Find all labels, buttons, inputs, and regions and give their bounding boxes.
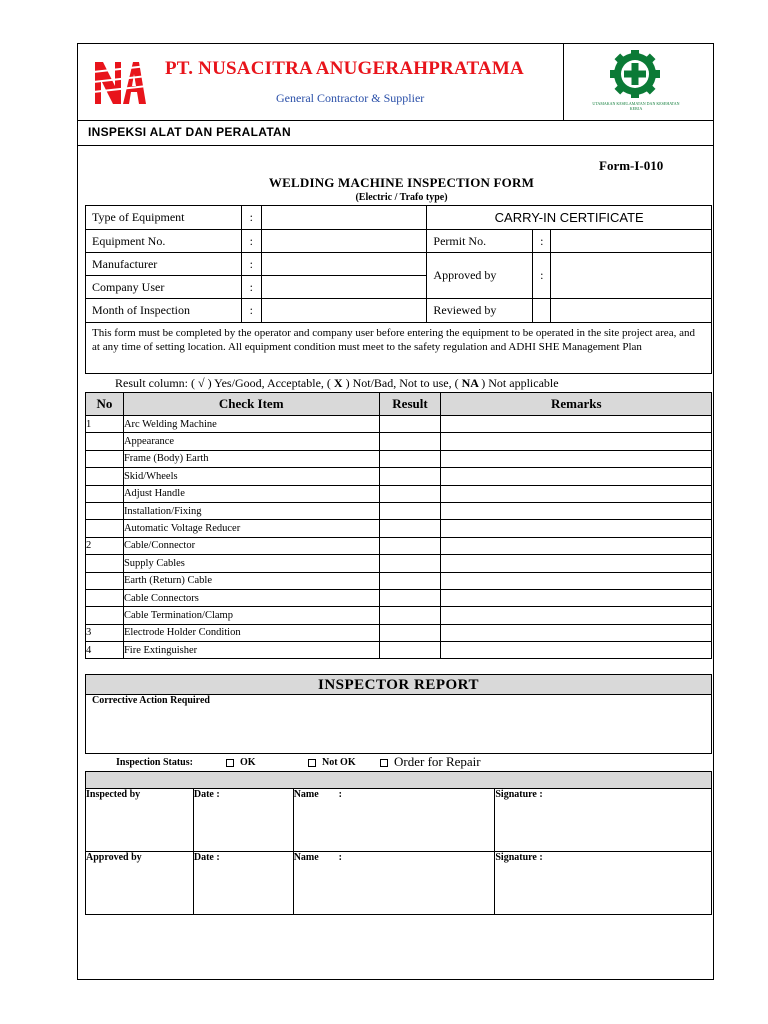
row-no (86, 589, 124, 606)
row-result-cell[interactable] (379, 572, 441, 589)
legend-prefix: Result column: ( (115, 376, 195, 390)
row-result-cell[interactable] (379, 537, 441, 554)
table-row (86, 468, 712, 485)
table-row (86, 624, 712, 641)
colon: : (241, 276, 261, 299)
row-remarks-cell[interactable] (441, 555, 712, 572)
row-check-item: Installation/Fixing (123, 502, 379, 519)
table-row (86, 502, 712, 519)
corrective-action-label: Corrective Action Required (92, 695, 210, 706)
row-result-cell[interactable] (379, 555, 441, 572)
form-subtitle: (Electric / Trafo type) (355, 192, 448, 203)
header-divider (563, 43, 564, 121)
colon: : (241, 230, 261, 253)
colon: : (533, 253, 551, 299)
approved-name-field[interactable]: Name : (293, 852, 495, 915)
colon: : (241, 299, 261, 323)
colon: : (533, 230, 551, 253)
row-result-cell[interactable] (379, 642, 441, 659)
row-no (86, 433, 124, 450)
row-result-cell[interactable] (379, 607, 441, 624)
approved-date-field[interactable]: Date : (193, 852, 293, 915)
table-row (86, 520, 712, 537)
header-check-item: Check Item (123, 393, 379, 416)
table-row (86, 537, 712, 554)
equipment-no-field[interactable] (261, 230, 427, 253)
table-row (86, 485, 712, 502)
colon-cell (533, 299, 551, 323)
row-remarks-cell[interactable] (441, 485, 712, 502)
row-result-cell[interactable] (379, 589, 441, 606)
row-result-cell[interactable] (379, 416, 441, 433)
row-remarks-cell[interactable] (441, 642, 712, 659)
row-no (86, 520, 124, 537)
manufacturer-label: Manufacturer (86, 253, 242, 276)
company-user-label: Company User (86, 276, 242, 299)
legend-na-mark: NA (458, 376, 482, 390)
row-check-item: Electrode Holder Condition (123, 624, 379, 641)
carry-in-certificate-label: CARRY-IN CERTIFICATE (427, 206, 712, 230)
instruction-note: This form must be completed by the operator and company user before entering the equipment to be operated in the site project area, and at any time of setting location. All equipment condition must meet to the safety regulation and ADHI SHE Management Plan (85, 322, 712, 374)
inspection-status-label: Inspection Status: (116, 757, 193, 768)
row-result-cell[interactable] (379, 502, 441, 519)
row-remarks-cell[interactable] (441, 520, 712, 537)
colon: : (241, 206, 261, 230)
row-no: 2 (86, 537, 124, 554)
approved-by-label: Approved by (427, 253, 533, 299)
table-row (86, 642, 712, 659)
legend-yes-text: ) Yes/Good, Acceptable, ( (207, 376, 331, 390)
colon: : (241, 253, 261, 276)
row-check-item: Appearance (123, 433, 379, 450)
row-no: 4 (86, 642, 124, 659)
legend-no-text: ) Not/Bad, Not to use, ( (345, 376, 459, 390)
row-no (86, 468, 124, 485)
table-row (86, 450, 712, 467)
status-not-ok-option[interactable] (308, 757, 356, 768)
row-result-cell[interactable] (379, 433, 441, 450)
row-remarks-cell[interactable] (441, 502, 712, 519)
legend-na-text: ) Not applicable (481, 376, 559, 390)
table-row (86, 572, 712, 589)
status-ok-option[interactable] (226, 757, 256, 768)
inspector-report-title: INSPECTOR REPORT (85, 674, 712, 695)
row-result-cell[interactable] (379, 468, 441, 485)
legend-yes-mark: √ (195, 376, 208, 390)
manufacturer-field[interactable] (261, 253, 427, 276)
header-no: No (86, 393, 124, 416)
header-result: Result (379, 393, 441, 416)
row-no: 3 (86, 624, 124, 641)
not-ok-label: Not OK (322, 757, 356, 768)
row-no (86, 485, 124, 502)
approved-by-field[interactable] (551, 253, 712, 299)
row-check-item: Fire Extinguisher (123, 642, 379, 659)
row-no (86, 572, 124, 589)
separator-band (85, 771, 712, 789)
row-result-cell[interactable] (379, 485, 441, 502)
row-check-item: Skid/Wheels (123, 468, 379, 485)
row-check-item: Supply Cables (123, 555, 379, 572)
reviewed-by-field[interactable] (551, 299, 712, 323)
table-row (86, 416, 712, 433)
permit-no-label: Permit No. (427, 230, 533, 253)
row-result-cell[interactable] (379, 450, 441, 467)
header-remarks: Remarks (441, 393, 712, 416)
row-no (86, 450, 124, 467)
not-ok-checkbox[interactable] (308, 759, 316, 767)
ok-label: OK (240, 757, 256, 768)
inspected-date-field[interactable]: Date : (193, 789, 293, 852)
equipment-info-table (85, 205, 712, 323)
company-name: PT. NUSACITRA ANUGERAHPRATAMA (165, 58, 524, 79)
corrective-action-area[interactable] (85, 694, 712, 754)
signature-table (85, 788, 712, 915)
row-remarks-cell[interactable] (441, 433, 712, 450)
check-table (85, 392, 712, 659)
company-user-field[interactable] (261, 276, 427, 299)
month-of-inspection-field[interactable] (261, 299, 427, 323)
row-check-item: Frame (Body) Earth (123, 450, 379, 467)
safety-emblem-icon (604, 50, 666, 98)
type-of-equipment-label: Type of Equipment (86, 206, 242, 230)
row-no (86, 555, 124, 572)
row-remarks-cell[interactable] (441, 416, 712, 433)
row-check-item: Cable Termination/Clamp (123, 607, 379, 624)
row-check-item: Arc Welding Machine (123, 416, 379, 433)
emblem-caption: UTAMAKAN KESELAMATAN DAN KESEHATAN KERJA (592, 101, 680, 111)
table-row (86, 433, 712, 450)
order-repair-checkbox[interactable] (380, 759, 388, 767)
table-row (86, 589, 712, 606)
company-tagline: General Contractor & Supplier (276, 91, 425, 105)
type-of-equipment-field[interactable] (261, 206, 427, 230)
legend-no-mark: X (330, 376, 346, 390)
form-title: WELDING MACHINE INSPECTION FORM (268, 175, 535, 190)
row-remarks-cell[interactable] (441, 607, 712, 624)
order-repair-label: Order for Repair (394, 754, 481, 769)
approved-signature-field[interactable]: Signature : (495, 852, 712, 915)
row-remarks-cell[interactable] (441, 450, 712, 467)
row-remarks-cell[interactable] (441, 572, 712, 589)
row-no: 1 (86, 416, 124, 433)
company-logo-icon (93, 58, 147, 106)
reviewed-by-label: Reviewed by (427, 299, 533, 323)
row-check-item: Automatic Voltage Reducer (123, 520, 379, 537)
row-remarks-cell[interactable] (441, 468, 712, 485)
row-remarks-cell[interactable] (441, 624, 712, 641)
subheader-title: INSPEKSI ALAT DAN PERALATAN (88, 125, 291, 139)
inspected-name-field[interactable]: Name : (293, 789, 495, 852)
row-result-cell[interactable] (379, 520, 441, 537)
permit-no-field[interactable] (551, 230, 712, 253)
approved-by-sig-label: Approved by (86, 852, 194, 915)
inspected-by-label: Inspected by (86, 789, 194, 852)
table-row (86, 607, 712, 624)
row-check-item: Cable Connectors (123, 589, 379, 606)
equipment-no-label: Equipment No. (86, 230, 242, 253)
row-no (86, 607, 124, 624)
status-order-repair-option[interactable] (380, 754, 481, 770)
row-remarks-cell[interactable] (441, 537, 712, 554)
result-legend (115, 376, 559, 391)
inspected-signature-field[interactable]: Signature : (495, 789, 712, 852)
row-remarks-cell[interactable] (441, 589, 712, 606)
ok-checkbox[interactable] (226, 759, 234, 767)
table-row (86, 555, 712, 572)
form-number: Form-I-010 (599, 158, 664, 173)
row-no (86, 502, 124, 519)
row-check-item: Adjust Handle (123, 485, 379, 502)
row-result-cell[interactable] (379, 624, 441, 641)
month-of-inspection-label: Month of Inspection (86, 299, 242, 323)
row-check-item: Cable/Connector (123, 537, 379, 554)
row-check-item: Earth (Return) Cable (123, 572, 379, 589)
